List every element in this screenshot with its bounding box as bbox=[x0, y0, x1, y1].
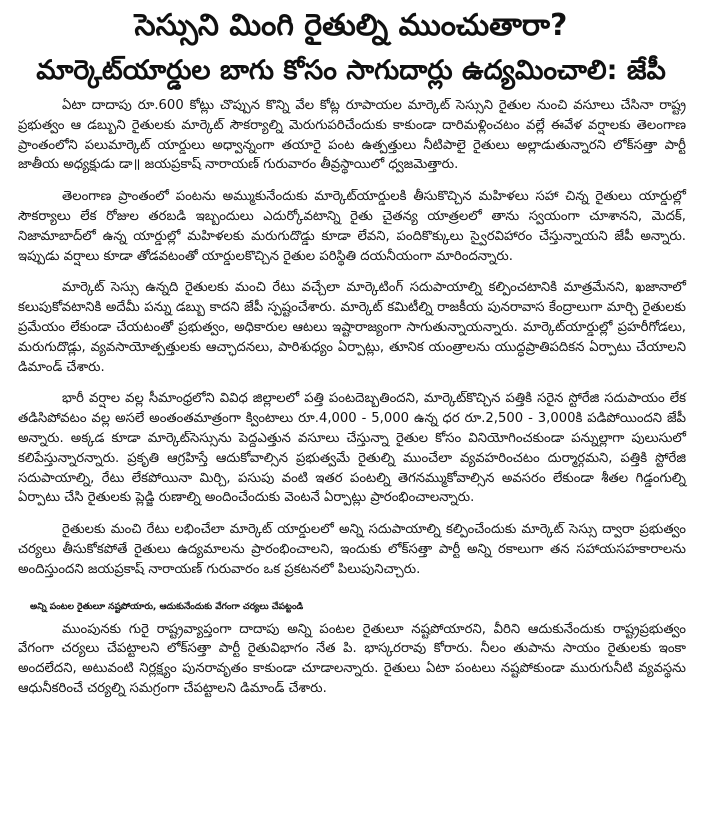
section-paragraph: ముంపునకు గురై రాష్ట్రవ్యాప్తంగా దాదాపు అన్ని పంటల రైతులూ నష్టపోయారని, వీరిని ఆదుకునేందుకు రాష్ట్రప్రభుత్వం వేగంగా చర్యలు చేపట్టాలని లోక్‌సత్తా పార్టీ రైతువిభాగం నేత పి. భాస్కరరావు కోరారు. నీలం తుపాను సాయం రైతులకు ఇంకా అందలేదని, అటువంటి నిర్లక్ష్యం పునరావృతం కాకుండా చూడాలన్నారు. రైతులు ఏటా పంటలు నష్టపోకుండా మురుగునీటి వ్యవస్థను ఆధునీకరించే చర్యల్ని సమగ్రంగా చేపట్టాలని డిమాండ్ చేశారు. bbox=[18, 621, 686, 696]
section-heading: అన్ని పంటల రైతులూ నష్టపోయారు, ఆదుకునేందుకు వేగంగా చర్యలు చేపట్టండి bbox=[30, 601, 304, 612]
headline: సెస్సుని మింగి రైతుల్ని ముంచుతారా? bbox=[134, 8, 568, 43]
article-paragraph-5: రైతులకు మంచి రేటు లభించేలా మార్కెట్ యార్డులలో అన్ని సదుపాయాల్ని కల్పించేందుకు మార్కెట్ సెస్సు ద్వారా ప్రభుత్వం చర్యలు తీసుకోకపోతే రైతులు ఉద్యమాలను ప్రారంభించాలని, ఇందుకు లోక్‌సత్తా పార్టీ అన్ని రకాలుగా తన సహాయసహకారాలను అందిస్తుందని జయప్రకాష్ నారాయణ్ గురువారం ఒక ప్రకటనలో పిలుపునిచ్చారు. bbox=[18, 522, 686, 577]
article-paragraph-2: తెలంగాణ ప్రాంతంలో పంటను అమ్ముకునేందుకు మార్కెట్‌యార్డులకి తీసుకొచ్చిన మహిళలు సహా చిన్న రైతులు యార్డుల్లో సౌకర్యాలు లేక రోజుల తరబడి ఇబ్బందులు ఎదుర్కోవటాన్ని రైతు చైతన్య యాత్రలలో తాను స్వయంగా చూశానని, మెదక్, నిజామాబాద్‌లో ఉన్న యార్డుల్లో మహిళలకు మరుగుదొడ్డు కూడా లేవని, పందికొక్కులు స్వైరవిహారం చేస్తున్నాయని జేపీ అన్నారు. ఇప్పుడు వర్షాలు కూడా తోడవటంతో యార్డులకొచ్చిన రైతుల పరిస్థితి దయనీయంగా మారిందన్నారు. bbox=[18, 189, 686, 264]
article-paragraph-1: ఏటా దాదాపు రూ.600 కోట్లు చొప్పున కొన్ని వేల కోట్ల రూపాయల మార్కెట్ సెస్సుని రైతుల నుంచి వసూలు చేసినా రాష్ట్ర ప్రభుత్వం ఆ డబ్బుని రైతులకు మార్కెట్ సౌకర్యాల్ని మెరుగుపరిచేందుకు కాకుండా దారిమళ్లించటం వల్లే ఈవేళ వర్షాలకు తెలంగాణ ప్రాంతంలోని పలుమార్కెట్ యార్డులు అధ్వాన్నంగా తయారై పంట ఉత్పత్తులు నీటిపాలై రైతులు అల్లాడుతున్నారని లోక్‌సత్తా పార్టీ జాతీయ అధ్యక్షుడు డా॥ జయప్రకాష్ నారాయణ్ గురువారం తీవ్రస్థాయిలో ధ్వజమెత్తారు. bbox=[18, 98, 686, 173]
article-body bbox=[18, 96, 686, 711]
article-paragraph-3: మార్కెట్ సెస్సు ఉన్నది రైతులకు మంచి రేటు వచ్చేలా మార్కెటింగ్ సదుపాయాల్ని కల్పించటానికి మాత్రమేనని, ఖజానాలో కలుపుకోవటానికి అదేమీ పన్ను డబ్బు కాదని జేపీ స్పష్టంచేశారు. మార్కెట్ కమిటీల్ని రాజకీయ పునరావాస కేంద్రాలుగా మార్చి రైతులకు ప్రమేయం లేకుండా చేయటంతో ప్రభుత్వం, అధికారుల ఆటలు ఇష్టారాజ్యంగా సాగుతున్నాయన్నారు. మార్కెట్‌యార్డుల్లో ప్రహరీగోడలు, మరుగుదొడ్లు, వ్యవసాయోత్పత్తులకు ఆచ్ఛాదనలు, పారిశుధ్యం ఏర్పాట్లు, తూనిక యంత్రాలను యుద్ధప్రాతిపదికన ఏర్పాటు చేయాలని డిమాండ్ చేశారు. bbox=[18, 280, 686, 375]
subheadline: మార్కెట్‌యార్డుల బాగు కోసం సాగుదార్లు ఉద్యమించాలి: జేపీ bbox=[36, 55, 666, 86]
article-paragraph-4: భారీ వర్షాల వల్ల సీమాంధ్రలోని వివిధ జిల్లాలలో పత్తి పంటదెబ్బతిందని, మార్కెట్‌కొచ్చిన పత్తికి సరైన స్టోరేజి సదుపాయం లేక తడిసిపోవటం వల్ల అసలే అంతంతమాత్రంగా క్వింటాలు రూ.4,000 - 5,000 ఉన్న ధర రూ.2,500 - 3,000కి పడిపోయిందని జేపీ అన్నారు. అక్కడ కూడా మార్కెట్‌సెస్సును పెద్దఎత్తున వసూలు చేస్తున్నా రైతుల కోసం వినియోగించకుండా పన్నుల్లాగా పులుసులో కలిపేస్తున్నారన్నారు. ప్రకృతి ఆగ్రహిస్తే ఆదుకోవాల్సిన ప్రభుత్వమే రైతుల్ని ముంచేలా వ్యవహరించటం దుర్మార్గమని, పత్తికి స్టోరేజి సదుపాయాల్ని, రేటు లేకపోయినా మిర్చి, పసుపు వంటి ఇతర పంటల్ని తెగనమ్ముకోవాల్సిన అవసరం లేకుండా శీతల గిడ్డంగుల్ని ఏర్పాటు చేసి రైతులకు ప్లెడ్జి రుణాల్ని అందించేందుకు వెంటనే ఏర్పాట్లు ప్రారంభించాలన్నారు. bbox=[18, 391, 686, 506]
